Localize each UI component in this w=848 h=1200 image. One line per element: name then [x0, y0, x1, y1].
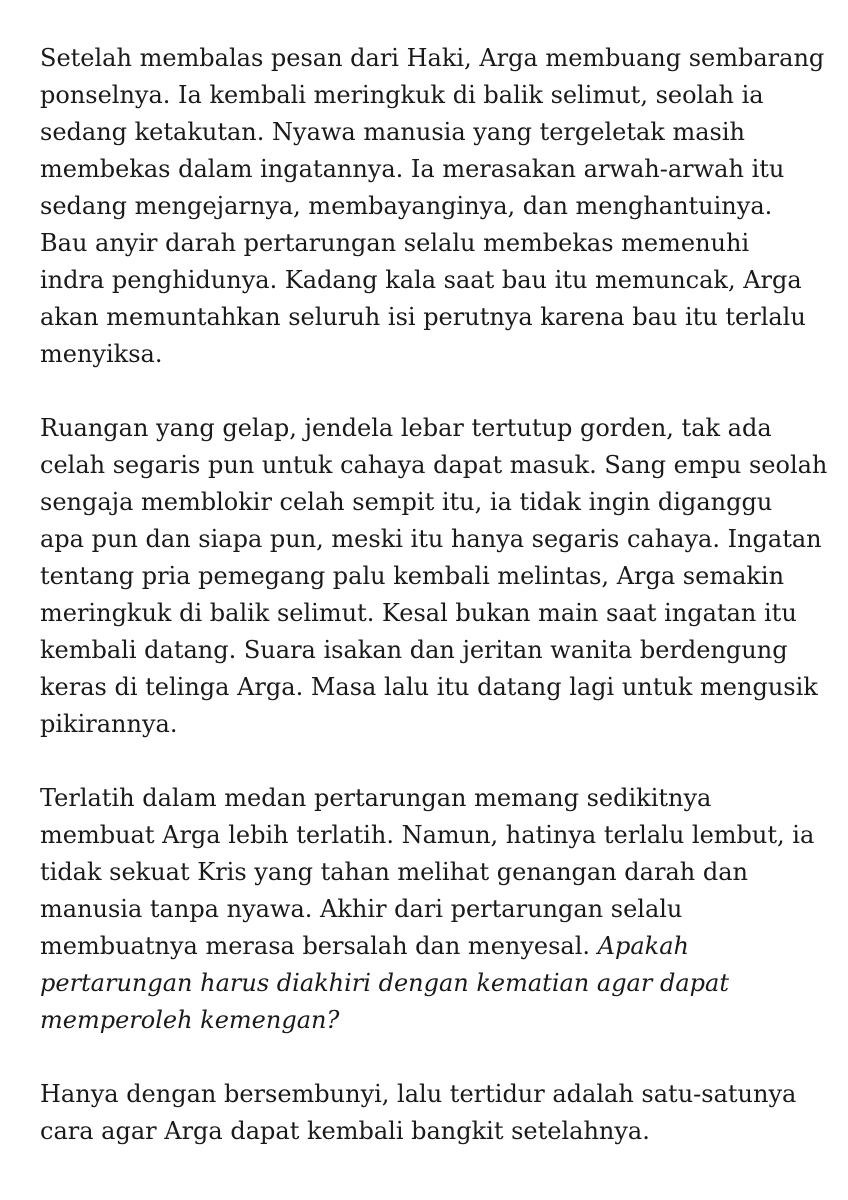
text-segment: membuatnya merasa bersalah dan menyesal.: [40, 932, 598, 960]
text-line: sedang mengejarnya, membayanginya, dan menghantuinya.: [40, 192, 773, 220]
text-line: Hanya dengan bersembunyi, lalu tertidur adalah satu-satunya: [40, 1080, 797, 1108]
text-line: pikirannya.: [40, 710, 178, 738]
text-line: ponselnya. Ia kembali meringkuk di balik selimut, seolah ia: [40, 81, 764, 109]
text-line: meringkuk di balik selimut. Kesal bukan main saat ingatan itu: [40, 599, 797, 627]
text-line: kembali datang. Suara isakan dan jeritan wanita berdengung: [40, 636, 788, 664]
text-line: tidak sekuat Kris yang tahan melihat genangan darah dan: [40, 858, 748, 886]
text-line: apa pun dan siapa pun, meski itu hanya segaris cahaya. Ingatan: [40, 525, 822, 553]
paragraph-2: [40, 410, 828, 743]
text-line: menyiksa.: [40, 340, 163, 368]
text-line: Terlatih dalam medan pertarungan memang sedikitnya: [40, 784, 712, 812]
text-line: membekas dalam ingatannya. Ia merasakan arwah-arwah itu: [40, 155, 785, 183]
document-page: [40, 40, 828, 1187]
italic-question-line: pertarungan harus diakhiri dengan kematian agar dapat: [40, 969, 729, 997]
text-line: indra penghidunya. Kadang kala saat bau itu memuncak, Arga: [40, 266, 802, 294]
text-line: sengaja memblokir celah sempit itu, ia tidak ingin diganggu: [40, 488, 773, 516]
mixed-text-line: [40, 928, 816, 965]
italic-question-line: memperoleh kemengan?: [40, 1006, 340, 1034]
paragraph-1: [40, 40, 825, 373]
text-line: Ruangan yang gelap, jendela lebar tertutup gorden, tak ada: [40, 414, 772, 442]
text-line: Bau anyir darah pertarungan selalu membekas memenuhi: [40, 229, 750, 257]
text-line: Setelah membalas pesan dari Haki, Arga membuang sembarang: [40, 44, 825, 72]
text-line: keras di telinga Arga. Masa lalu itu datang lagi untuk mengusik: [40, 673, 818, 701]
text-line: cara agar Arga dapat kembali bangkit setelahnya.: [40, 1117, 650, 1145]
text-line: manusia tanpa nyawa. Akhir dari pertarungan selalu: [40, 895, 683, 923]
text-line: akan memuntahkan seluruh isi perutnya karena bau itu terlalu: [40, 303, 806, 331]
text-line: celah segaris pun untuk cahaya dapat masuk. Sang empu seolah: [40, 451, 828, 479]
paragraph-3: [40, 780, 816, 1039]
paragraph-4: [40, 1076, 816, 1150]
text-line: tentang pria pemegang palu kembali melintas, Arga semakin: [40, 562, 785, 590]
text-line: sedang ketakutan. Nyawa manusia yang tergeletak masih: [40, 118, 745, 146]
text-line: membuat Arga lebih terlatih. Namun, hatinya terlalu lembut, ia: [40, 821, 815, 849]
italic-question-segment: Apakah: [597, 932, 689, 960]
